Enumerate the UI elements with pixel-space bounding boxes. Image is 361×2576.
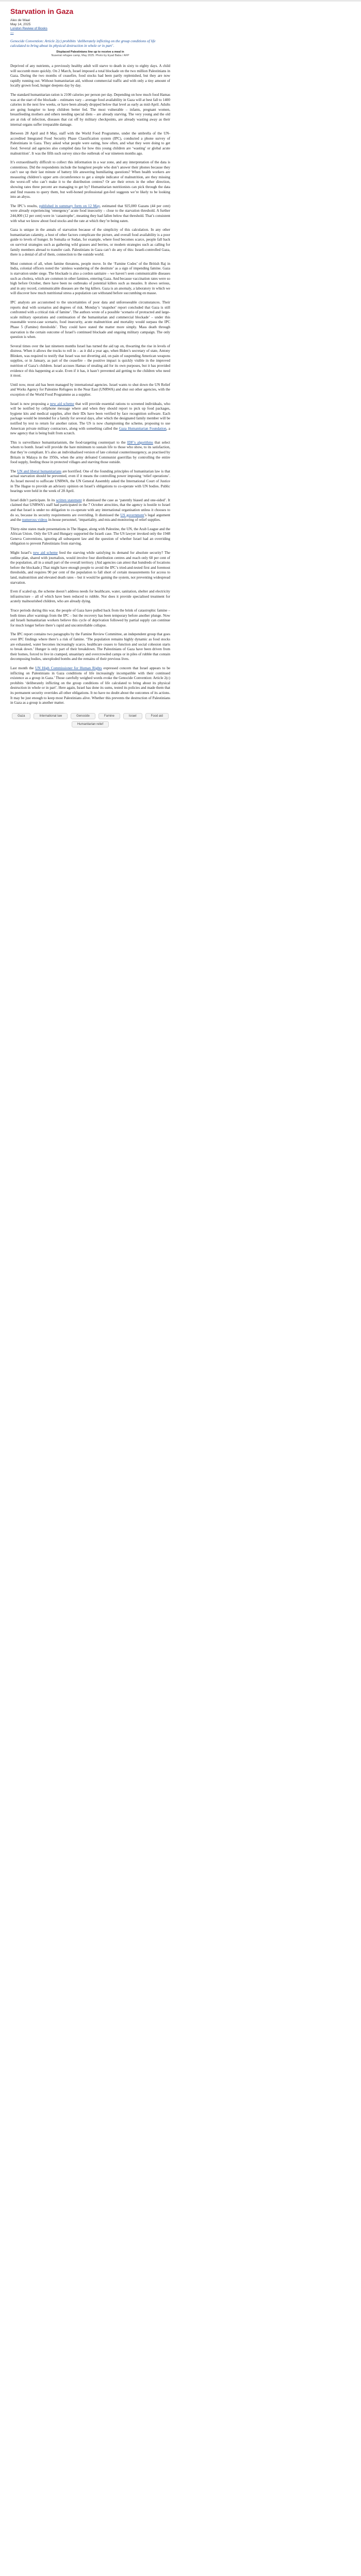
inline-link[interactable]: US government — [120, 513, 144, 517]
article-paragraph: Israel didn’t participate. In its written statement it dismissed the case as ‘patently biased and one-sided’. It claimed that UNRWA’s staff had participated in the 7 October atrocities, that the agency is hostile to Israel and that Israel is under no obligation to co-operate with any international organisation unless it chooses to do so, because its security requirements are overriding. It dismissed the US government’s legal argument and the numerous videos in-house personnel, ‘impartiality, and mis-and monitoring of relief supplies. — [10, 498, 171, 522]
top-rule — [0, 0, 361, 2]
inline-link[interactable]: written statement — [56, 498, 82, 502]
article-paragraph: Most common of all, when famine threatens, people move. In the ‘Famine Codes’ of the British Raj in India, colonial officers noted the ‘aimless wandering of the destitute’ as a sign of impending famine. Gaza is starvation under siege. The blockade is also a cordon sanitaire – we haven’t seen communicable diseases such as cholera, which are common in other famines, entering Gaza. And because vaccination rates were so high before October, there have been no outbreaks of potential killers such as measles. It shows serious, and in any record, communicable diseases are the big killers. Gaza is an anomaly, a laboratory in which we will discover how much nutritional stress a population can withstand before succumbing en masse. — [10, 261, 170, 296]
topic-tag[interactable]: Genocide — [71, 713, 95, 719]
source-link[interactable]: London Review of Books — [10, 27, 47, 30]
photo-credit-source: Nuseirat refugee camp, May 2025. Photo by Eyad Baba / AFP — [51, 54, 129, 57]
inline-link[interactable]: IDF’s algorithms — [127, 440, 153, 445]
article-paragraph: Thirty-nine states made presentations in The Hague, along with Palestine, the UN, the Arab League and the African Union. Only the US and Hungary supported the Israeli case. The US lawyer invoked only the 1948 Geneva Conventions, ignoring all subsequent law and the question of whether Israel had an overriding obligation to prevent Palestinians from starving. — [10, 527, 170, 546]
topic-tag[interactable]: Gaza — [12, 713, 30, 719]
author-name: Alex de Waal — [10, 19, 30, 22]
article-paragraph: Deprived of any nutrients, a previously healthy adult will starve to death in sixty to eighty days. A child will succumb more quickly. On 2 March, Israel imposed a total blockade on the two million Palestinians in Gaza. During the two months of ceasefire, food stocks had been partly replenished, but they are now rapidly running out. Without humanitarian aid, without commercial traffic and with only a tiny amount of locally grown food, hunger deepens day by day. — [10, 64, 170, 88]
inline-link[interactable]: numerous videos — [22, 518, 47, 522]
article-paragraph: Last month the UN High Commissioner for Human Rights expressed concern that Israel appears to be inflicting on Palestinians in Gaza conditions of life increasingly incompatible with their continued existence as a group in Gaza.’ Those carefully weighed words evoke the Genocide Convention: Article 2(c) prohibits ‘deliberately inflicting on the group conditions of life calculated to bring about its physical destruction in whole or in part’. Here again, Israel has done its sums, tested its policies and made them that its permanent security overrides all other obligations. It no have no doubt about the outcomes of its actions. It may be just enough to keep most Palestinians alive. Whether this prevents the destruction of Palestinians in Gaza as a group is another matter. — [10, 666, 170, 705]
inline-link[interactable]: UN and liberal humanitarians — [17, 469, 62, 473]
article-paragraph: The IPC’s results, published in summary form on 12 May, estimated that 925,000 Gazans (44 per cent) were already experiencing ‘emergency’ acute food insecurity – close to the starvation threshold. A further 244,000 (12 per cent) were in ‘catastrophe’, meaning they had fallen below that threshold. That’s consistent with what we know about food stocks and the rate at which they’re being eaten. — [10, 204, 170, 223]
photo-credit — [10, 50, 170, 58]
inline-link[interactable]: UN High Commissioner for Human Rights — [35, 666, 102, 670]
inline-link[interactable]: published in summary form on 12 May — [39, 204, 100, 208]
article-column — [10, 7, 170, 727]
article-paragraph: Israel is now proposing a new aid scheme that will provide essential rations to screened individuals, who will be notified by cellphone message where and when they should report to pick up food packages, hygiene kits and medical supplies, after their IDs have been verified by face recognition software. Each package would be intended for a family for several days, after which the designated family member will be notified by text to return for another ration. The US is now championing the scheme, proposing to use American private military contractors, along with something called the Gaza Humanitarian Foundation, a new agency that is being built from scratch. — [10, 401, 170, 436]
article-paragraph: This is surveillance humanitarianism, the food-targeting counterpart to the IDF’s algorithms that select whom to bomb. Israel will provide the bare minimum to sustain life to those who show, to its satisfaction, that they’re compliant. It’s also an individualised version of late colonial counterinsurgency, as practised by Britain in Malaya in the 1950s, when the army defeated Communist guerrillas by controlling the entire food supply, feeding those in protected villages and starving those outside. — [10, 440, 171, 465]
inline-link[interactable]: new aid scheme — [32, 551, 58, 555]
topic-tag[interactable]: Famine — [99, 713, 120, 719]
link-marker[interactable]: --- — [10, 31, 14, 35]
article-body — [10, 64, 170, 706]
topic-tag[interactable]: Humanitarian relief — [72, 721, 109, 727]
photo-credit-label: Displaced Palestinians line up to receive a meal in — [56, 50, 124, 54]
inline-link[interactable]: new aid scheme — [50, 401, 74, 406]
publish-date: May 14, 2025 — [10, 23, 31, 26]
topic-tag[interactable]: Food aid — [145, 713, 169, 719]
article-paragraph: The IPC report contains two paragraphs by the Famine Review Committee, an independent group that goes over IPC findings where there’s a risk of famine. ‘The population remains highly dynamic as food stocks are exhausted, water becomes increasingly scarce, healthcare ceases to function and social cohesion starts to break down.’ Hunger is only part of their breakdown. The Palestinians of Gaza have been driven from their homes, forced to live in cramped, unsanitary and overcrowded camps or in piles of rubble that contain decomposing bodies, unexploded bombs and the remains of their previous lives. — [10, 632, 170, 662]
article-paragraph: The standard humanitarian ration is 2100 calories per person per day. Depending on how much food Hamas was at the start of the blockade – estimates vary – average food availability in Gaza will at best fall to 1400 calories in the next few weeks, or have been already dropped below that level as early as mid-April. Adults are going hungrier to keep children better fed. The most vulnerable – infants, pregnant women, breastfeeding mothers and others needing special diets – are already starving. The very young and the old are at risk of infection, diseases that cut off by military checkpoints, are already wasting away as their internal organs suffer irreparable damage. — [10, 92, 170, 127]
inline-link[interactable]: Gaza Humanitarian Foundation — [119, 426, 167, 431]
article-paragraph: It’s extraordinarily difficult to collect this information in a war zone, and any interpretation of the data is contentious. Did the respondents include the hungriest people who don’t answer their phones because they can’t use up their last minute of battery life answering humiliating questions? When health workers are measuring children’s upper arm circumference to get a simple indicator of malnutrition, are they missing the worst-off who can’t make it to the distribution centres? Or are their errors in the other direction, showing rates three percent are managing to get by? Humanitarian nutritionists can pick through the data and find reasons to query them, but well-honed professional gut-feel suggests we’re likely to be looking into an abyss. — [10, 160, 170, 199]
article-title: Starvation in Gaza — [10, 7, 74, 15]
article-meta — [10, 19, 170, 35]
article-paragraph: Might Israel’s new aid scheme feed the starving while satisfying its demand for absolute security? The outline plan, shared with journalists, would involve four distribution centres and reach only 60 per cent of the population, all in a small part of the overall territory. (Aid agencies can attest that hundreds of locations before the blockade.) That might have enough people to avoid the IPC’s tried-and-tested first and foremost thresholds, and requires 90 per cent of the population to fall short of certain measurements for access to land, malnutrition and elevated death rates – but it would be gaming the system, not preventing widespread starvation. — [10, 551, 171, 585]
article-paragraph: Gaza is unique in the annals of starvation because of the simplicity of this calculation. In any other humanitarian calamity, a host of other factors complicate the picture, and overall food availability is a poor guide to levels of hunger. In Somalia or Sudan, for example, where food becomes scarce, people fall back on survival strategies such as gathering wild grasses and berries, or modern strategies such as calling for family members abroad to transfer cash. Palestinians in Gaza can’t do any of this: Israeli-controlled Gaza, there is a denial of all of them, connection to the outside world. — [10, 228, 170, 257]
tag-list — [10, 713, 170, 727]
article-paragraph: Even if scaled up, the scheme doesn’t address needs for healthcare, water, sanitation, shelter and electricity infrastructure – all of which have been reduced to rubble. Nor does it provide specialised treatment for acutely malnourished children, who are already dying. — [10, 589, 170, 604]
article-paragraph: The UN and liberal humanitarians are horrified. One of the founding principles of humanitarian law is that actual starvation should be prevented, even if it means the controlling power imposing ‘relief operations’. As Israel moved to suffocate UNRWA, the UN General Assembly asked the International Court of Justice in The Hague to provide an advisory opinion on Israel’s obligations to co-operate with UN bodies. Public hearings were held in the week of 28 April. — [10, 469, 170, 494]
article-paragraph: Several times over the last nineteen months Israel has turned the aid tap on, thwarting the rise in levels of distress. When it allows the trucks to roll in – as it did a year ago, when Biden’s secretary of state, Antony Blinken, was required to testify that Israel was not diverting aid, on pain of suspending American weapons supplies, or in January, as part of the ceasefire – the positive impact is quickly visible in the improved nutrition of Gaza’s children. Israel accuses Hamas of stealing aid for its own purposes, but it has provided evidence of this happening at scale. Even if it has, it hasn’t prevented aid getting to the children who need it most. — [10, 344, 170, 378]
article-paragraph: IPC analysts are accustomed to the uncertainties of poor data and unforeseeable circumstances. Their reports deal with scenarios and degrees of risk. Monday’s ‘snapshot’ report concluded that Gaza is still confronted with a critical risk of famine’. The authors wrote of a possible ‘scenario of protracted and large-scale military operations and continuation of the humanitarian and commercial blockade’ – under this reasonable worst-case scenario, food insecurity, acute malnutrition and mortality would surpass the IPC Phase 5 (Famine) thresholds’. They could have stated the matter more simply. Mass death through starvation is the certain outcome of Israel’s continued blockade and ongoing military campaign. The only question is when. — [10, 300, 170, 340]
article-paragraph: Until now, most aid has been managed by international agencies. Israel wants to shut down the UN Relief and Works Agency for Palestine Refugees in the Near East (UNRWA) and shut out other agencies, with the exception of the World Food Programme as a supplier. — [10, 382, 170, 397]
topic-tag[interactable]: Israel — [123, 713, 142, 719]
article-lede: Genocide Convention: Article 2(c) prohibits ‘deliberately inflicting on the group conditions of life calculated to bring about its physical destruction in whole or in part’. — [10, 39, 156, 48]
article-paragraph: Between 28 April and 8 May, staff with the World Food Programme, under the umbrella of the UN-accredited Integrated Food Security Phase Classification system (IPC), conducted a phone survey of Palestinians in Gaza. They asked what people were eating, how often, and what they were doing to get food. Several aid agencies also compiled data for how this young children are ‘wasting’ or global acute malnutrition’. It was the fifth such survey since the outbreak of war nineteen months ago. — [10, 131, 170, 156]
article-paragraph: Truce periods during this war, the people of Gaza have pulled back from the brink of catastrophic famine – both times after warnings from the IPC – but the recovery has been temporary before another plunge. Now aid Israeli humanitarian workers believe this cycle of deprivation followed by partial supply can continue for much longer before there’s rapid and uncontrollable collapse. — [10, 608, 170, 628]
topic-tag[interactable]: International law — [34, 713, 68, 719]
